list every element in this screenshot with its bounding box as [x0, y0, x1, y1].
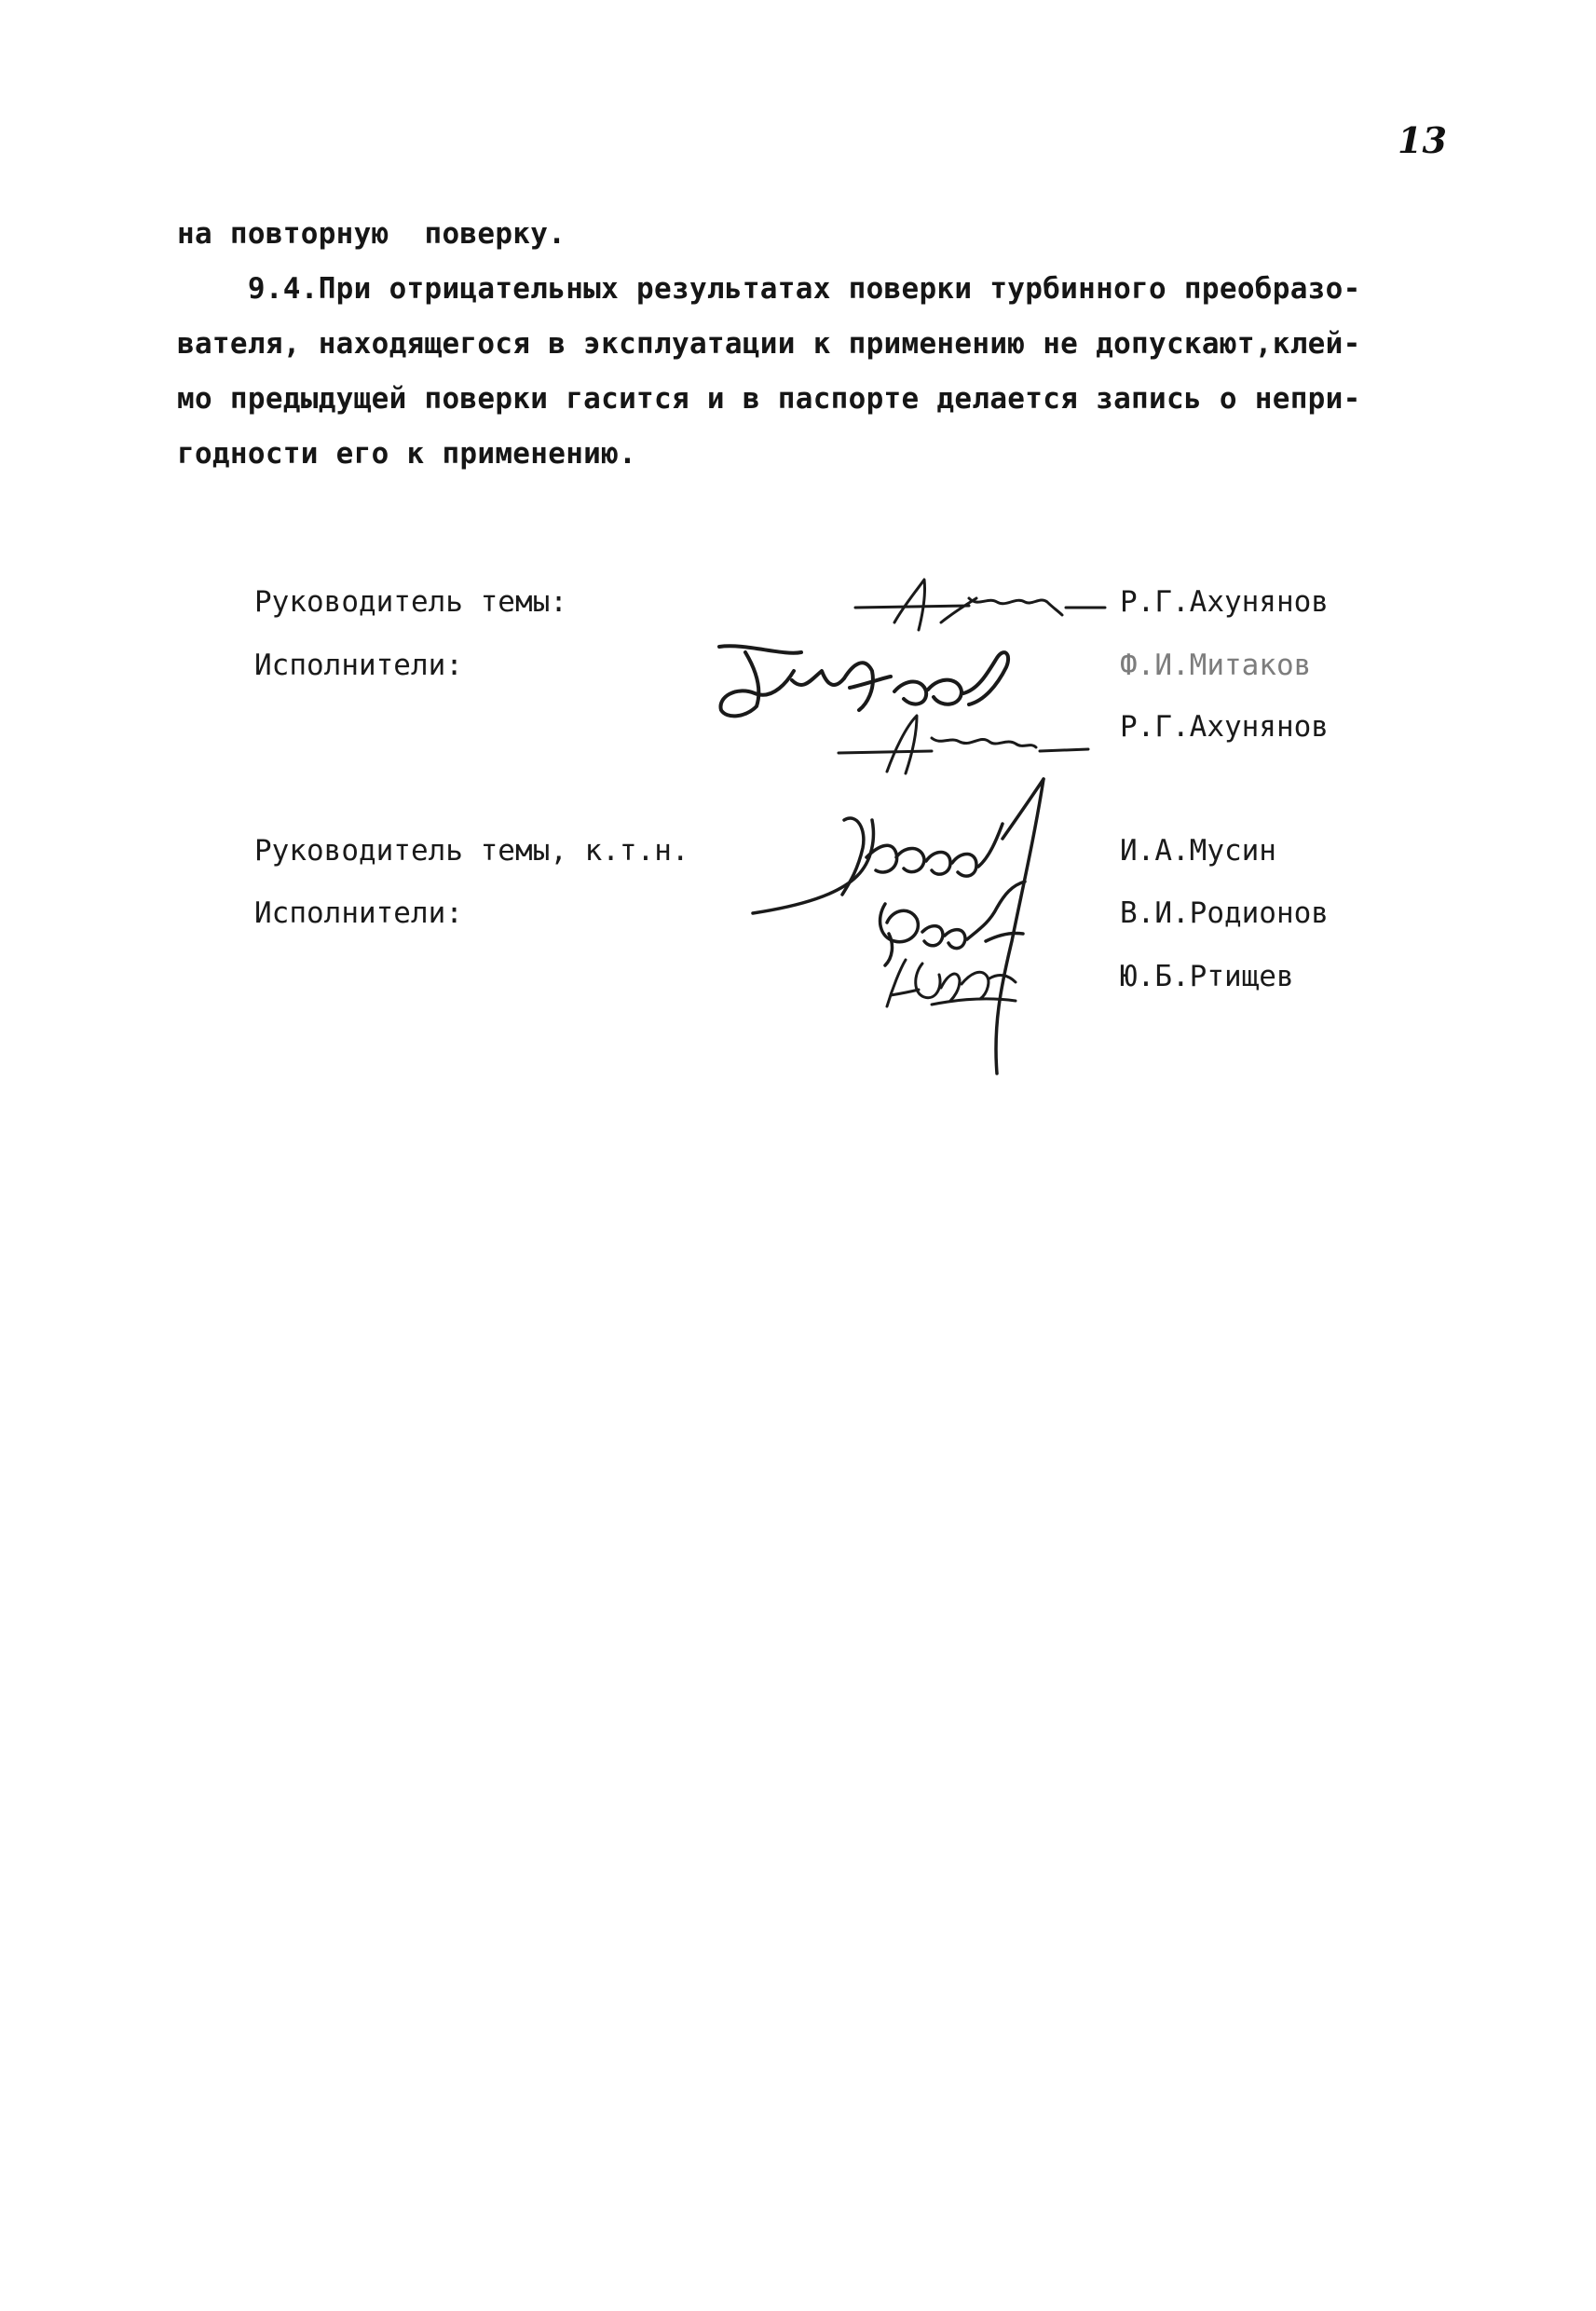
signature-scribble: [887, 960, 1016, 1006]
executors-role-label: Исполнители:: [254, 649, 463, 682]
signature-scribble: [855, 580, 1105, 630]
executors-role-label: Исполнители:: [254, 896, 463, 930]
signature-scribble: [880, 882, 1025, 965]
paragraph-9-4-line: годности его к применению.: [177, 437, 637, 471]
paragraph-9-4-line: 9.4.При отрицательных результатах поверки турбинного преобразо-: [177, 272, 1361, 306]
signature-scribble: [839, 716, 1088, 773]
executor-name: Р.Г.Ахунянов: [1120, 710, 1329, 744]
page-number: 13: [1398, 119, 1447, 161]
paragraph-9-4-line: вателя, находящегося в эксплуатации к применению не допускают,клей-: [177, 327, 1361, 361]
signature-scribble: [753, 779, 1044, 1073]
lead-role-label: Руководитель темы, к.т.н.: [254, 834, 689, 868]
signature-scribble: [719, 646, 1008, 716]
executor-name: Ю.Б.Ртищев: [1120, 960, 1294, 993]
lead-role-label: Руководитель темы:: [254, 585, 567, 619]
lead-name: И.А.Мусин: [1120, 834, 1276, 868]
continuation-line: на повторную поверку.: [177, 217, 566, 251]
lead-name: Р.Г.Ахунянов: [1120, 585, 1329, 619]
executor-name: Ф.И.Митаков: [1120, 649, 1312, 682]
executor-name: В.И.Родионов: [1120, 896, 1329, 930]
body-text: [177, 207, 1463, 482]
paragraph-9-4-line: мо предыдущей поверки гасится и в паспорте делается запись о непри-: [177, 382, 1361, 416]
